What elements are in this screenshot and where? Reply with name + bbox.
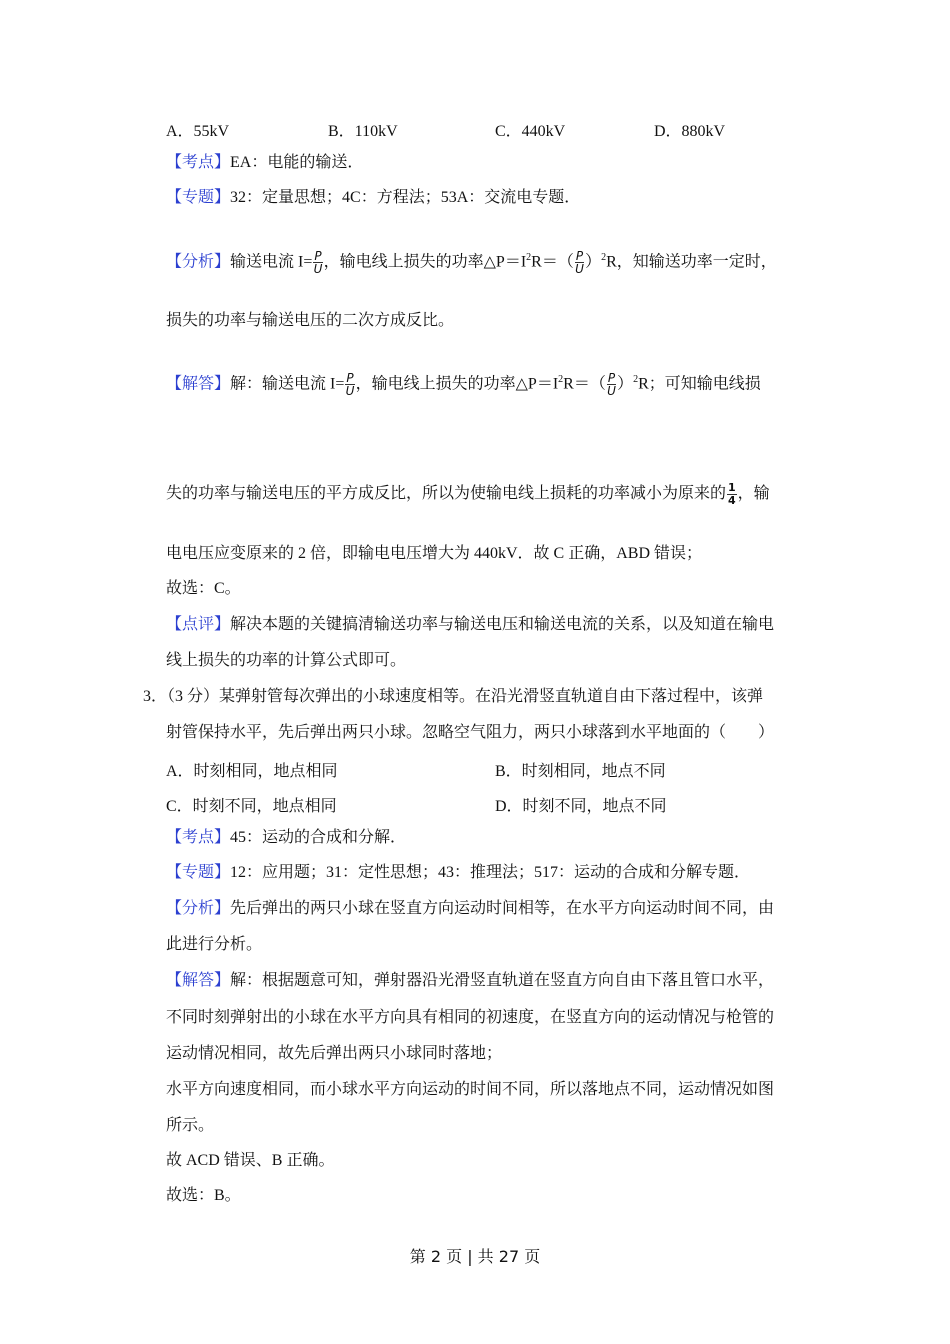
q2-option-c: C．440kV: [495, 123, 566, 140]
q3-jieda-line: 所示。: [166, 1117, 215, 1134]
denominator: 4: [728, 494, 736, 507]
denominator: U: [345, 384, 355, 399]
numerator: P: [607, 371, 616, 386]
fenxi-text: ，输电线上损失的功率△P＝I: [323, 253, 527, 271]
q3-fenxi: [166, 899, 774, 919]
kaodian-text: 45：运动的合成和分解．: [230, 829, 407, 846]
q3-zhuanti: [166, 863, 750, 883]
q2-dianping: [166, 615, 774, 635]
q3-option-c: C．时刻不同，地点相同: [166, 798, 337, 815]
numerator: P: [314, 249, 322, 264]
tag-kaodian: 【考点】: [166, 154, 231, 171]
denominator: U: [313, 262, 323, 277]
fraction-p-over-u: [607, 372, 616, 397]
q2-zhuanti: [166, 188, 580, 208]
jieda-text: ，输: [737, 485, 770, 503]
tag-fenxi: 【分析】: [166, 253, 231, 271]
q2-option-a: A．55kV: [166, 123, 230, 140]
fenxi-text: ）: [585, 253, 602, 271]
q3-jieda-line: 水平方向速度相同，而小球水平方向运动的时间不同，所以落地点不同，运动情况如图: [166, 1081, 775, 1098]
fraction-p-over-u: [575, 250, 584, 275]
superscript: 2: [558, 374, 564, 385]
q3-jieda: [166, 971, 774, 991]
fenxi-text: 输送电流 I=: [230, 253, 313, 271]
q3-option-d: D．时刻不同，地点不同: [495, 798, 667, 815]
jieda-text: R；可知输电线损: [638, 375, 761, 393]
q3-answer: 故选：B。: [166, 1187, 241, 1204]
q3-jieda-line: 不同时刻弹射出的小球在水平方向具有相同的初速度，在竖直方向的运动情况与枪管的: [166, 1009, 775, 1026]
q3-jieda-line: 运动情况相同，故先后弹出两只小球同时落地；: [166, 1045, 503, 1062]
q3-option-b: B．时刻相同，地点不同: [495, 763, 666, 780]
jieda-text: 解：输送电流 I=: [230, 375, 345, 393]
tag-kaodian: 【考点】: [166, 829, 231, 846]
fraction-p-over-u: [345, 372, 354, 397]
superscript: 2: [601, 252, 607, 263]
fenxi-text: R，知输送功率一定时，: [606, 253, 777, 271]
tag-jieda: 【解答】: [166, 375, 231, 393]
q2-dianping-line2: 线上损失的功率的计算公式即可。: [166, 652, 407, 669]
kaodian-text: EA：电能的输送．: [230, 154, 364, 171]
q3-jieda-line: 故 ACD 错误、B 正确。: [166, 1152, 335, 1169]
jieda-text: ，输电线上损失的功率△P＝I: [355, 375, 559, 393]
stem-text: （3 分）某弹射管每次弹出的小球速度相等。在沿光滑竖直轨道自由下落过程中，该弹: [167, 688, 764, 705]
jieda-text: 失的功率与输送电压的平方成反比，所以为使输电线上损耗的功率减小为原来的: [166, 485, 727, 503]
denominator: U: [607, 384, 616, 399]
fenxi-text: R＝（: [531, 253, 574, 271]
superscript: 2: [526, 252, 532, 263]
q2-jieda-line2: [166, 482, 770, 507]
q2-answer: 故选：C。: [166, 580, 241, 597]
q2-kaodian: [166, 153, 363, 173]
tag-zhuanti: 【专题】: [166, 864, 231, 881]
q2-option-d: D．880kV: [654, 123, 726, 140]
jieda-text: 解：根据题意可知，弹射器沿光滑竖直轨道在竖直方向自由下落且管口水平，: [230, 972, 775, 989]
superscript: 2: [633, 374, 639, 385]
tag-fenxi: 【分析】: [166, 900, 231, 917]
q2-fenxi-line2: 损失的功率与输送电压的二次方成反比。: [166, 312, 455, 329]
q2-option-b: B．110kV: [328, 123, 398, 140]
question-number: 3．: [143, 688, 168, 705]
q3-kaodian: [166, 828, 406, 848]
q2-jieda: [166, 370, 761, 397]
numerator: 1: [728, 481, 736, 494]
zhuanti-text: 32：定量思想；4C：方程法；53A：交流电专题．: [230, 189, 581, 206]
q2-jieda-line3: 电电压应变原来的 2 倍，即输电电压增大为 440kV．故 C 正确，ABD 错误；: [166, 545, 703, 562]
numerator: P: [575, 249, 584, 264]
zhuanti-text: 12：应用题；31：定性思想；43：推理法；517：运动的合成和分解专题．: [230, 864, 751, 881]
fraction-p-over-u: [313, 250, 322, 275]
jieda-text: R＝（: [563, 375, 606, 393]
fenxi-text: 先后弹出的两只小球在竖直方向运动时间相等，在水平方向运动时间不同，由: [230, 900, 775, 917]
fraction-one-quarter: [727, 482, 737, 507]
jieda-text: ）: [617, 375, 634, 393]
q3-option-a: A．时刻相同，地点相同: [166, 763, 338, 780]
dianping-text: 解决本题的关键搞清输送功率与输送电压和输送电流的关系，以及知道在输电: [230, 616, 775, 633]
q3-fenxi-line2: 此进行分析。: [166, 936, 263, 953]
page-footer: 第 2 页 | 共 27 页: [409, 1247, 541, 1266]
tag-dianping: 【点评】: [166, 616, 231, 633]
tag-zhuanti: 【专题】: [166, 189, 231, 206]
q3-stem-line2: 射管保持水平，先后弹出两只小球。忽略空气阻力，两只小球落到水平地面的（ ）: [166, 724, 775, 741]
tag-jieda: 【解答】: [166, 972, 231, 989]
denominator: U: [575, 262, 584, 277]
q3-stem: [143, 687, 763, 707]
numerator: P: [346, 371, 354, 386]
q2-fenxi: [166, 248, 777, 275]
